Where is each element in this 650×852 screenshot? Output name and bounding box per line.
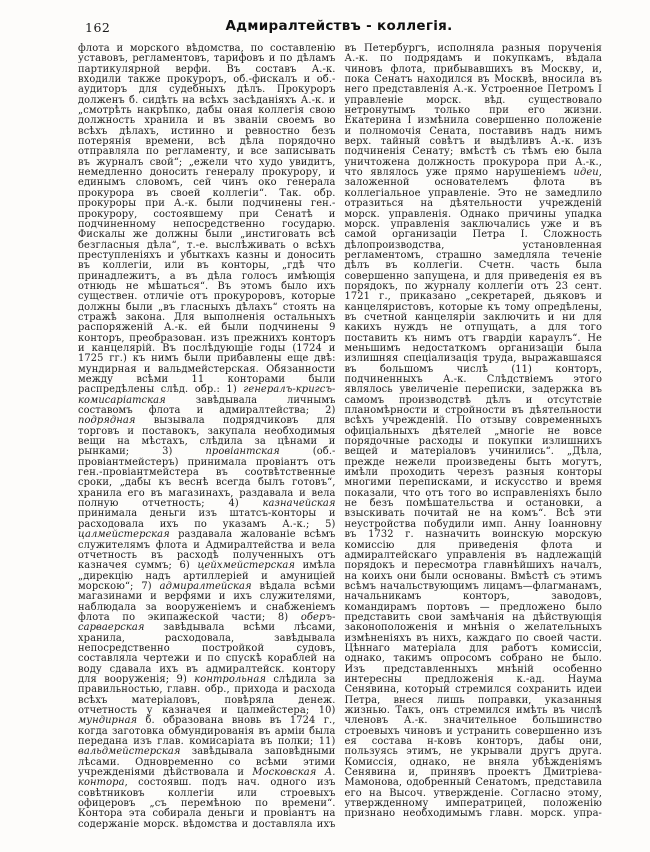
page-number: 162 [85, 20, 111, 35]
italic-text-run: контрольная [194, 673, 266, 685]
text-run: принимала деньги изъ штатсъ-конторы и расходовала ихъ по указамъ А.-к.; 5) [78, 508, 336, 530]
italic-text-run: идеи [573, 167, 599, 179]
italic-text-run: провіантская [205, 446, 280, 458]
text-run: завѣдывала заповѣдными лѣсами. Одновременно со всѣми этими учрежденіями дѣйствовала и [78, 746, 336, 779]
italic-text-run: цейхмейстерская [197, 560, 295, 572]
italic-text-run: адмиралтейская [159, 580, 252, 592]
running-title: Адмиралтействъ - коллегія. [225, 18, 453, 34]
italic-text-run: мундирная [78, 715, 138, 727]
text-run: б. образована вновь въ 1724 г., когда заготовка обмундированія въ арміи была передана изъ глав. комисаріата въ полки; 11) [78, 715, 336, 748]
italic-text-run: оберъ-сарваерская [78, 611, 336, 634]
italic-text-run: Московская А. контора [78, 767, 336, 789]
text-run: , состоявш. подъ нач. одного изъ совѣтниковъ коллегіи или строевыхъ офицеровъ „съ перемѣною по времени“. Контора эта собирала деньги и провіантъ на содержаніе морск. вѣдомства и доставляла ихъ въ Петербургъ, исполняла разныя порученія А.-к. по подрядамъ и покупкамъ, вѣдала чиновъ флота, прибывавшихъ въ Москву, и, пока Сенатъ находился въ Москвѣ, вносила въ него представленія А.-к. Устроенное Петромъ I управленіе морск. вѣд. существовало нетронутымъ только при его жизни. Екатерина I измѣнила совершенно положеніе и полномочія Сената, поставивъ надъ нимъ верх. тайный совѣтъ и выдѣливъ А.-к. изъ подчиненія Сенату; вмѣстѣ съ тѣмъ ею была уничтожена должность прокурора при А.-к., что являлось уже прямо нарушеніемъ [78, 43, 602, 830]
text-run: слѣдила за правильностью, главн. обр., прихода и расхода всѣхъ матеріаловъ, повѣряла денеж. отчетность у казначея и цалмейстера; 10) [78, 673, 336, 716]
italic-text-run: казначейская [262, 498, 336, 510]
text-run: , заложенной основателемъ флота въ коллегіальное управленіе. Это не замедлило отразиться на дѣятельности учрежденій морск. управленія. Однако причины упадка морск. управленія заключались уже и въ самой организаціи Петра I. Сложность дѣлопроизводства, установленная регламентомъ, страшно замедляла теченіе дѣлъ въ коллегіи. Счетн. часть была совершенно запущена, и для приведенія ея въ порядокъ, по журналу коллегіи отъ 23 сент. 1721 г., приказано „секретарей, дьяковъ и канцеляристовъ, которые къ тому опредѣлены, въ счетной канцеляріи заключить и ни для какихъ нуждъ не отпущать, а для того поставить къ нимъ отъ гвардіи караулъ“. Не меньшимъ недостаткомъ организаціи была излишняя спеціализація труда, выражавшаяся въ большомъ числѣ (11) конторъ, подчиненныхъ А.-к. Слѣдствіемъ этого являлось увеличеніе переписки, задержка въ самомъ производствѣ дѣлъ и отсутствіе планомѣрности и стройности въ дѣятельности всѣхъ учрежденій. По отзыву современныхъ офиціальныхъ дѣятелей „многіе не вовсе порядочные расходы и покупки излишнихъ вещей и матеріаловъ учинились“. „Дѣла, прежде нежели произведены быть могутъ, имѣли проходить черезъ разныя конторы многими переписками, и искусство и время показали, что отъ того во исправленіяхъ было не безъ помѣшательства и остановки, а взыскивать почитай не на комъ“. Всѣ эти неустройства побудили имп. Анну Іоанновну въ 1732 г. назначить воинскую морскую комиссію для приведенія флота и адмиралтейскаго управленія въ надлежащій порядокъ и пересмотра главнѣйшихъ началъ, на коихъ они были основаны. Вмѣстѣ съ этимъ всѣмъ начальствующимъ лицамъ—флагманамъ, начальникамъ конторъ, заводовъ, командирамъ портовъ — предложено было представить свои замѣчанія на дѣйствующія законоположенія и мнѣнія о желательныхъ измѣненіяхъ въ нихъ, каждаго по своей части. Цѣннаго матеріала для работъ комиссіи, однако, такимъ опросомъ собрано не было. Изъ представленныхъ мнѣній особенно интересны предложенія к.-ад. Наума Сенявина, который стремился сохранить идеи Петра, внеся лишь поправки, указанныя жизнью. Такъ, онъ стремился имѣть въ числѣ членовъ А.-к. значительное большинство строевыхъ чиновъ и устранить совершенно изъ ея состава н-ковъ конторъ, дабы они, пользуясь этимъ, не укрывали другъ друга. Комиссія, однако, не вняла убѣжденіямъ Сенявина и, принявъ проектъ Дмитріева-Мамонова, одобренный Сенатомъ, представила его на Высоч. утвержденіе. Согласно этому, утвержденному императрицей, положенію признано необходимымъ главн. морск. упра- [344, 167, 602, 820]
article-text-columns [78, 44, 602, 830]
text-run: вызывала подрядчиковъ для торговъ и поставокъ, закупала необходимыя вещи на мѣстахъ, слѣдила за цѣнами и рынками; 3) [78, 415, 336, 458]
italic-text-run: цалмейстерская [78, 529, 170, 541]
text-run: раздавала жалованіе всѣмъ служителямъ флота и Адмиралтейства и вела отчетность въ расходѣ полученныхъ отъ казначея суммъ; 6) [78, 529, 336, 572]
italic-text-run: подрядная [78, 415, 136, 427]
page-header [78, 18, 600, 40]
text-run: имѣла „дирекцію надъ артиллеріей и амуниціей морскою“; 7) [78, 560, 336, 592]
text-run: флота и морского вѣдомства, по составленію уставовъ, регламентовъ, тарифовъ и по дѣламъ партикулярной верфи. Въ составъ А.-к. входили также прокуроръ, об.-фискалъ и об.-аудиторъ для судебныхъ дѣлъ. Прокуроръ долженъ б. сидѣть на всѣхъ засѣданіяхъ А.-к. и „смотрѣть накрѣпко, дабы оная коллегія свою должность хранила и въ званіи своемъ во всѣхъ дѣлахъ, истинно и ревностно безъ потерянія времени, всѣ дѣла порядочно отправляла по регламенту, и все записывать въ журналъ свой“; „ежели что худо увидитъ, немедленно доносить генералу прокурору, и единымъ словомъ, сей чинъ око генерала прокурора въ своей коллегіи“. Так. обр. прокуроры при А.-к. были подчинены ген.-прокурору, состоявшему при Сенатѣ и подчиненному непосредственно государю. Фискалы же должны были „инстиговать всѣ безгласныя дѣла“, т.-е. выслѣживать о всѣхъ преступленіяхъ и убыткахъ казны и доносить въ коллегіи, или въ конторы, „гдѣ что принадлежитъ, а въ дѣла голосъ имѣющія отнюдь не мѣшаться“. Въ этомъ было ихъ существен. отличіе отъ прокуроровъ, которые должны были „въ гласныхъ дѣлахъ“ стоять на стражѣ закона. Для выполненія остальныхъ распоряженій А.-к. ей были подчинены 9 конторъ, преобразован. изъ прежнихъ конторъ и канцелярій. Въ послѣдующіе годы (1724 и 1725 гг.) къ нимъ были прибавлены еще двѣ: мундирная и вальдмейстерская. Обязанности между всѣми 11 конторами были распредѣлены слѣд. обр.: 1) [78, 43, 336, 396]
italic-text-run: генералъ-кригсъ-комисаріатская [78, 384, 336, 406]
text-run: завѣдывала личнымъ составомъ флота и адмиралтейства; 2) [78, 394, 336, 417]
article-paragraph [78, 44, 602, 830]
text-run: завѣдывала всѣми лѣсами, хранила, расходовала, завѣдывала непосредственно постройкой судовъ, составляла чертежи и по спускѣ кораблей на воду сдавала ихъ въ адмиралтейск. контору для вооруженія; 9) [78, 622, 336, 685]
italic-text-run: вальдмейстерская [78, 746, 181, 758]
text-run: вѣдала всѣми магазинами и верфями и ихъ служителями, наблюдала за вооруженіемъ и снабженіемъ флота по экипажеской части; 8) [78, 580, 336, 623]
text-run: (об.-провіантмейстеръ) принимала провіантъ отъ ген.-провіантмейстера въ соотвѣтственные сроки, „дабы къ веснѣ всегда былъ готовъ“, хранила его въ магазинахъ, раздавала и вела полную отчетность; 4) [78, 446, 336, 510]
